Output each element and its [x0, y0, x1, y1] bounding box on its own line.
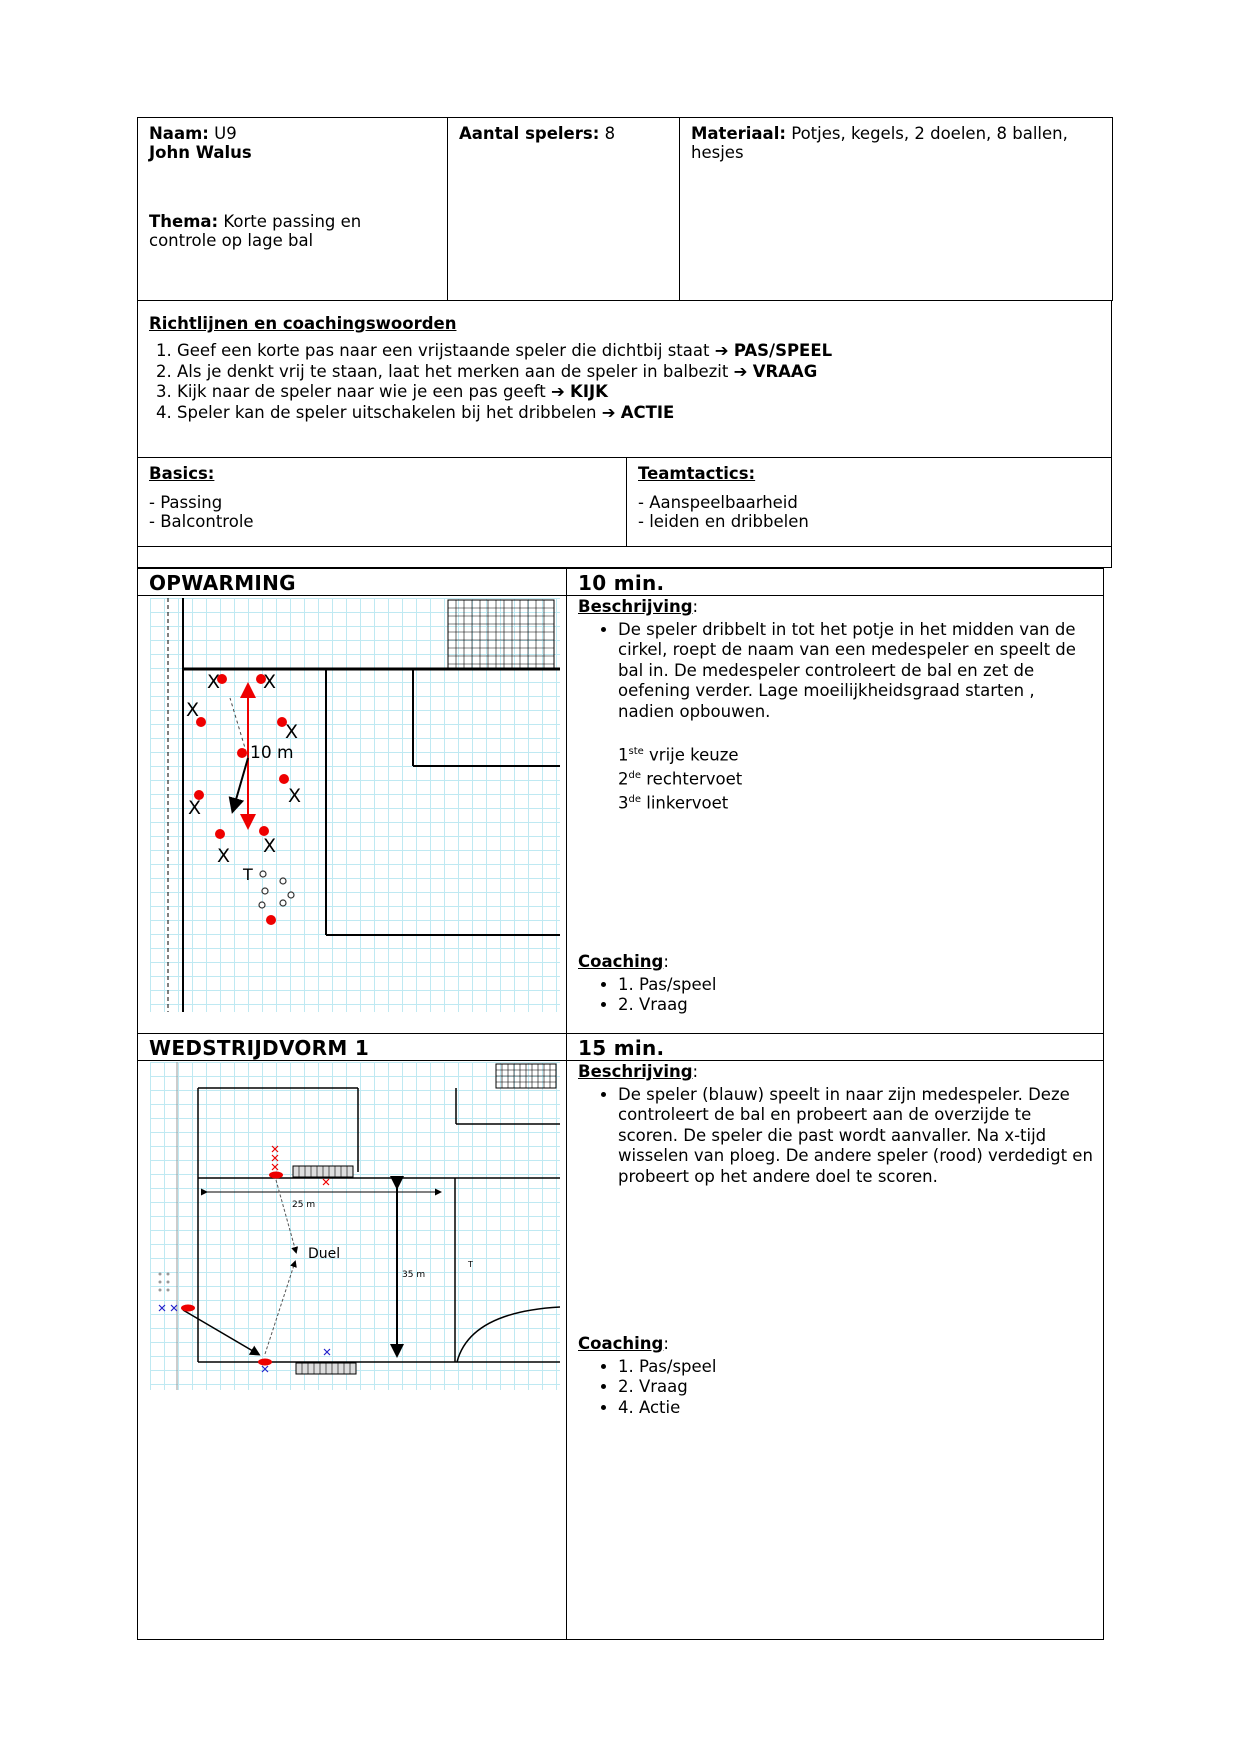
naam-value: U9 [214, 124, 237, 143]
trainer-label: T [243, 865, 253, 884]
trainer-name: John Walus [149, 143, 252, 162]
teamtactics-title: Teamtactics: [638, 464, 756, 483]
naam-cell [138, 118, 448, 301]
cone-icon [194, 674, 289, 925]
section1-coaching: Coaching: • 1. Pas/speel • 2. Vraag [578, 952, 1093, 1016]
teamtactics-box [626, 458, 1112, 547]
svg-text:X: X [188, 797, 202, 819]
coaching-label: Coaching [578, 952, 664, 971]
match-diagram [150, 1062, 560, 1390]
svg-text:X: X [263, 835, 277, 857]
player-marks [186, 671, 301, 867]
coaching-item: • 2. Vraag [618, 1377, 1093, 1398]
basics-item: - Passing [149, 493, 223, 512]
spelers-cell [448, 118, 680, 301]
spelers-label: Aantal spelers: [459, 124, 600, 143]
match-field [150, 1062, 560, 1390]
desc-text: • De speler (blauw) speelt in naar zijn medespeler. Deze controleert de bal en probeert aan de overzijde te scoren. De speler die past wordt aanvaller. Na x-tijd wisselen van ploeg. De andere speler (rood) verdedigt en probeert op het andere doel te scoren. [618, 1085, 1093, 1188]
guidelines-box [137, 300, 1112, 458]
thema-value: Korte passing en controle op lage bal [149, 212, 362, 250]
section2-description: Beschrijving: • De speler (blauw) speelt in naar zijn medespeler. Deze controleert de bal en probeert aan de overzijde te scoren. De speler die past wordt aanvaller. Na x-tijd wisselen van ploeg. De andere speler (rood) verdedigt en probeert op het andere doel te scoren. [578, 1062, 1093, 1187]
goal-net-icon [496, 1064, 556, 1088]
coaching-item: • 4. Actie [618, 1398, 1093, 1419]
coaching-item: • 1. Pas/speel [618, 975, 1093, 996]
section2-coaching: Coaching: • 1. Pas/speel • 2. Vraag • 4. Actie [578, 1334, 1093, 1418]
desc-text: • De speler dribbelt in tot het potje in het midden van de cirkel, roept de naam van een medespeler en speelt de bal in. De medespeler controleert de bal en zet de oefening verder. Lage moeilijkheidsgraad starten , nadien opbouwen. [618, 620, 1093, 723]
naam-label: Naam: [149, 124, 209, 143]
guideline-item: 2. Als je denkt vrij te staan, laat het merken aan de speler in balbezit ➔ VRAAG [177, 362, 1100, 383]
guidelines-title: Richtlijnen en coachingswoorden [149, 314, 457, 333]
section1-title: OPWARMING [149, 571, 296, 595]
svg-text:X: X [207, 671, 221, 693]
coaching-item: • 2. Vraag [618, 995, 1093, 1016]
header-table [137, 117, 1113, 301]
svg-text:X: X [288, 785, 302, 807]
desc-label: Beschrijving [578, 597, 693, 616]
svg-text:X: X [285, 721, 299, 743]
materiaal-label: Materiaal: [691, 124, 786, 143]
svg-text:X: X [186, 699, 200, 721]
basics-box [137, 458, 627, 547]
basics-item: - Balcontrole [149, 512, 254, 531]
materiaal-value: Potjes, kegels, 2 doelen, 8 ballen, hesjes [691, 124, 1068, 162]
trainer-label: T [468, 1260, 473, 1269]
guideline-item: 1. Geef een korte pas naar een vrijstaande speler die dichtbij staat ➔ PAS/SPEEL [177, 341, 1100, 362]
goal-icon [293, 1166, 356, 1374]
width-label: 25 m [292, 1200, 316, 1210]
goal-net-icon [448, 600, 554, 668]
level-item: 1ste vrije keuze [618, 745, 739, 765]
svg-text:X: X [217, 845, 231, 867]
section2-title: WEDSTRIJDVORM 1 [149, 1036, 370, 1060]
duel-label: Duel [308, 1246, 341, 1262]
coaching-item: • 1. Pas/speel [618, 1357, 1093, 1378]
ball-icon [259, 871, 294, 908]
section1-duration: 10 min. [578, 571, 665, 595]
section2-duration: 15 min. [578, 1036, 665, 1060]
level-item: 2de rechtervoet [618, 769, 743, 789]
thema-label: Thema: [149, 212, 219, 231]
guideline-item: 3. Kijk naar de speler naar wie je een pas geeft ➔ KIJK [177, 382, 1100, 403]
length-label: 35 m [402, 1270, 426, 1280]
materiaal-cell [680, 118, 1113, 301]
teamtactics-item: - leiden en dribbelen [638, 512, 809, 531]
spacer-row [137, 546, 1112, 568]
guidelines-list [149, 341, 1100, 423]
guideline-item: 4. Speler kan de speler uitschakelen bij het dribbelen ➔ ACTIE [177, 403, 1100, 424]
level-item: 3de linkervoet [618, 793, 729, 813]
section1-description: Beschrijving: • De speler dribbelt in tot het potje in het midden van de cirkel, roept de naam van een medespeler en speelt de bal in. De medespeler controleert de bal en zet de oefening verder. Lage moeilijkheidsgraad starten , nadien opbouwen. 1ste vrije keuze 2de rechtervoet 3de linkervoet [578, 597, 1093, 814]
basics-title: Basics: [149, 464, 215, 483]
warmup-diagram [150, 598, 560, 1012]
warmup-field [150, 598, 560, 1012]
level-list [578, 742, 1093, 814]
desc-label: Beschrijving [578, 1062, 693, 1081]
spelers-value: 8 [604, 124, 616, 143]
svg-text:X: X [263, 671, 277, 693]
distance-label: 10 m [250, 743, 294, 763]
coaching-label: Coaching [578, 1334, 664, 1353]
teamtactics-item: - Aanspeelbaarheid [638, 493, 798, 512]
